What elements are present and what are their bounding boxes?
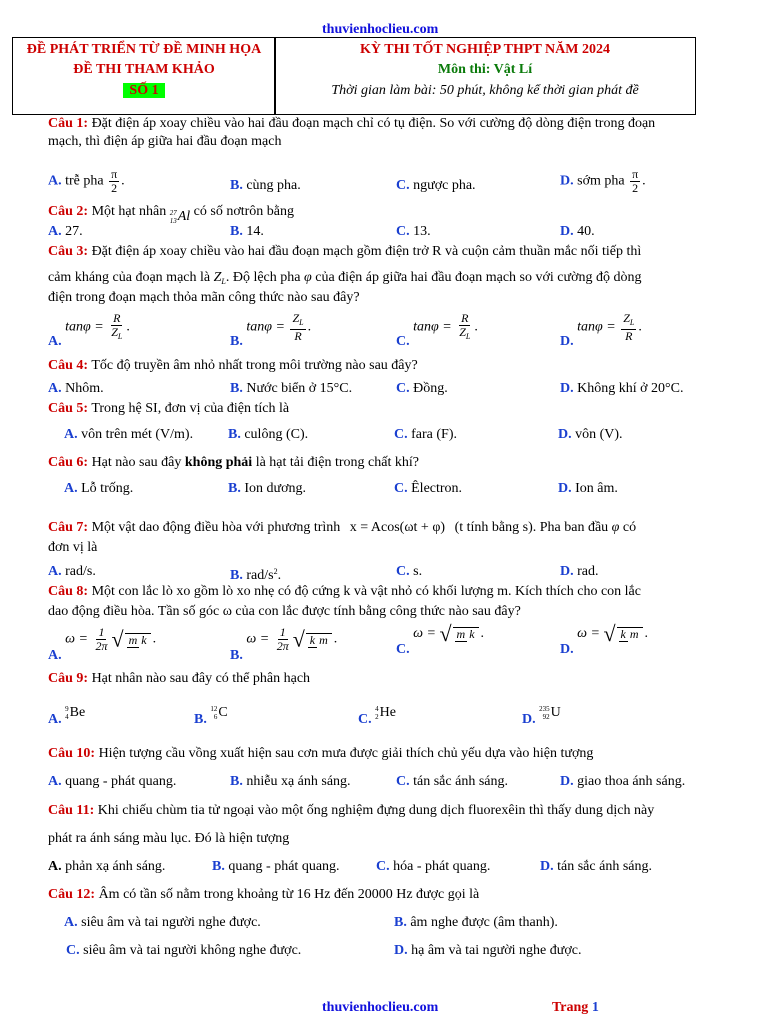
question-label: Câu 4: xyxy=(48,358,89,373)
option-letter: D. xyxy=(560,774,574,789)
option-d[interactable]: D. tanφ = $\frac{Z_L}{R}$ . xyxy=(560,311,642,349)
option-letter: C. xyxy=(396,333,410,349)
question-text: dao động điều hòa. Tần số góc ω của con lắc được tính bằng công thức nào sau đây? xyxy=(48,604,521,619)
option-letter: D. xyxy=(560,173,574,189)
option-a[interactable] xyxy=(48,224,83,240)
option-c[interactable]: C. tanφ = $\frac{R}{Z_L}$ . xyxy=(396,311,478,349)
option-letter: B. xyxy=(394,915,407,930)
option-letter: C. xyxy=(396,381,410,396)
zl-symbol: $Z_L$ xyxy=(213,270,226,286)
option-text: trễ pha xyxy=(65,173,104,189)
option-a[interactable] xyxy=(48,381,104,397)
option-b[interactable] xyxy=(228,481,306,497)
subject: Môn thi: Vật Lí xyxy=(437,62,533,77)
option-letter: C. xyxy=(396,224,410,239)
option-a[interactable] xyxy=(48,774,176,790)
option-a[interactable] xyxy=(48,859,165,875)
question-text: Một hạt nhân xyxy=(91,204,167,219)
phi-symbol: φ xyxy=(304,270,312,285)
option-a[interactable] xyxy=(64,915,261,931)
option-text: rad/s xyxy=(246,568,274,583)
option-text: rad xyxy=(577,564,596,579)
option-letter: A. xyxy=(48,564,62,579)
question-label: Câu 12: xyxy=(48,887,96,902)
option-d[interactable] xyxy=(558,427,623,443)
question-label: Câu 3: xyxy=(48,244,89,259)
question-text: Hiện tượng cầu vồng xuất hiện sau cơn mưa được giải thích chủ yếu dựa vào hiện tượng xyxy=(98,746,594,761)
option-d[interactable] xyxy=(558,481,618,497)
option-text: cùng pha. xyxy=(246,178,301,193)
option-c[interactable] xyxy=(396,381,448,397)
option-d[interactable] xyxy=(522,700,561,727)
option-letter: B. xyxy=(230,224,243,239)
option-text: vôn (V). xyxy=(575,427,623,442)
question-text: Đặt điện áp xoay chiều vào hai đầu đoạn mạch gồm điện trở R và cuộn cảm thuần mắc nối tiếp thì xyxy=(91,244,642,259)
option-letter: D. xyxy=(560,381,574,396)
question-2 xyxy=(48,204,294,225)
option-text: culông (C). xyxy=(244,427,309,442)
question-text: Hạt nhân nào sau đây có thể phân hạch xyxy=(91,671,311,686)
option-text: quang - phát quang. xyxy=(228,859,340,874)
option-b[interactable] xyxy=(230,774,351,790)
option-letter: A. xyxy=(48,859,62,874)
option-letter: A. xyxy=(64,481,78,496)
question-1 xyxy=(48,116,655,132)
option-a[interactable] xyxy=(48,700,86,727)
option-b[interactable] xyxy=(194,700,228,727)
option-b[interactable] xyxy=(212,859,340,875)
so-1-badge: SỐ 1 xyxy=(123,83,164,98)
option-a[interactable]: A. rad/s. xyxy=(48,564,96,579)
question-label: Câu 8: xyxy=(48,584,89,599)
question-text: Âm có tần số nằm trong khoảng từ 16 Hz đến 20000 Hz được gọi là xyxy=(98,887,480,902)
pi-over-2: $\frac{\pi}{2}$ xyxy=(111,167,118,195)
option-text: Ion âm. xyxy=(575,481,618,496)
option-text: tán sắc ánh sáng. xyxy=(557,859,652,874)
option-letter: A. xyxy=(48,647,62,663)
question-text: đơn vị là xyxy=(48,540,98,555)
option-a[interactable]: A. trễ pha $\frac{\pi}{2}$ . xyxy=(48,167,125,195)
option-letter: D. xyxy=(560,564,574,579)
page-number: Trang 1 xyxy=(552,1000,599,1015)
header-left-box xyxy=(12,37,276,115)
option-letter: A. xyxy=(48,173,62,189)
question-text: Khi chiếu chùm tia tử ngoại vào một ống nghiệm đựng dung dịch fluorexêin thì thấy dung dịch này xyxy=(97,803,655,818)
option-text: âm nghe được (âm thanh). xyxy=(410,915,558,930)
option-letter: C. xyxy=(358,712,372,727)
nucleus-be: 9 4 Be xyxy=(65,705,86,721)
option-b[interactable]: B. rad/$s^2$. xyxy=(230,567,282,583)
option-letter: B. xyxy=(228,427,241,442)
option-b[interactable] xyxy=(230,224,264,240)
option-letter: C. xyxy=(396,178,410,193)
option-a[interactable] xyxy=(64,481,133,497)
option-text: ngược pha. xyxy=(413,178,476,193)
option-c[interactable] xyxy=(394,427,457,443)
option-letter: B. xyxy=(230,381,243,396)
question-label: Câu 2: xyxy=(48,204,89,219)
question-3-line2: cảm kháng của đoạn mạch là $Z_L$. Độ lệch pha φ của điện áp giữa hai đầu đoạn mạch so với cường độ dòng xyxy=(48,270,642,286)
question-3 xyxy=(48,244,641,260)
option-letter: A. xyxy=(48,774,62,789)
question-7: Câu 7: Một vật dao động điều hòa với phương trình x = Acos(ωt + φ) (t tính bằng s). Pha ban đầu φ có xyxy=(48,520,637,535)
option-text: 40. xyxy=(577,224,595,239)
option-letter: D. xyxy=(558,427,572,442)
option-letter: B. xyxy=(230,774,243,789)
option-d[interactable] xyxy=(394,943,581,959)
header-left-line1: ĐỀ PHÁT TRIỂN TỪ ĐỀ MINH HỌA xyxy=(26,42,262,57)
option-letter: C. xyxy=(396,642,410,658)
option-b[interactable]: B. Nước biển ở 15°C. xyxy=(230,381,353,396)
option-text: 13. xyxy=(413,224,431,239)
option-d[interactable] xyxy=(560,774,685,790)
option-b[interactable] xyxy=(228,427,308,443)
option-c[interactable]: C. ω = √ m k . xyxy=(396,621,485,658)
header-right-box xyxy=(274,37,696,115)
option-letter: A. xyxy=(48,712,62,727)
option-letter: C. xyxy=(396,774,410,789)
pi-over-2: $\frac{\pi}{2}$ xyxy=(632,167,639,195)
option-letter: C. xyxy=(396,564,410,579)
question-label: Câu 7: xyxy=(48,520,89,535)
time-limit: Thời gian làm bài: 50 phút, không kể thời gian phát đề xyxy=(331,83,639,98)
option-letter: D. xyxy=(558,481,572,496)
option-a[interactable]: A. ω = $\frac{1}{2\pi}$ √ m k . xyxy=(48,625,157,663)
option-letter: A. xyxy=(48,333,62,349)
option-letter: B. xyxy=(228,481,241,496)
option-text: Nước biển ở xyxy=(246,381,317,396)
question-8 xyxy=(48,584,641,600)
option-b[interactable]: B. tanφ = $\frac{Z_L}{R}$ . xyxy=(230,311,312,349)
exam-title: KỲ THI TỐT NGHIỆP THPT NĂM 2024 xyxy=(360,42,610,57)
option-text: s xyxy=(413,564,419,579)
option-a[interactable]: A. tanφ = $\frac{R}{Z_L}$ . xyxy=(48,311,130,349)
option-text: 27. xyxy=(65,224,83,239)
option-text: 14. xyxy=(246,224,264,239)
option-text: Không khí ở xyxy=(577,381,648,396)
option-letter: D. xyxy=(560,642,574,658)
option-letter: D. xyxy=(522,712,536,727)
question-text: phát ra ánh sáng màu lục. Đó là hiện tượng xyxy=(48,831,290,846)
option-d[interactable]: D. ω = √ k m . xyxy=(560,621,649,658)
option-c[interactable]: C. s. xyxy=(396,564,423,579)
nucleus-al: 27 13 Al xyxy=(169,209,191,225)
question-text: có số nơtrôn bằng xyxy=(193,204,295,219)
option-letter: C. xyxy=(394,427,408,442)
option-letter: B. xyxy=(230,333,243,349)
emphasis: không phải xyxy=(184,455,253,470)
option-letter: D. xyxy=(394,943,408,958)
option-text: phản xạ ánh sáng. xyxy=(65,859,166,874)
option-c[interactable] xyxy=(396,774,508,790)
option-text: Êlectron. xyxy=(411,481,463,496)
question-text: Một con lắc lò xo gồm lò xo nhẹ có độ cứng k và vật nhỏ có khối lượng m. Kích thích cho con lắc xyxy=(91,584,641,599)
option-text: hạ âm và tai người nghe được. xyxy=(411,943,582,958)
option-c[interactable] xyxy=(66,943,301,959)
option-text: hóa - phát quang. xyxy=(393,859,491,874)
option-d[interactable]: D. Không khí ở 20°C. xyxy=(560,381,684,396)
option-letter: D. xyxy=(560,224,574,239)
option-text: sớm pha xyxy=(577,173,625,189)
option-d[interactable]: D. sớm pha $\frac{\pi}{2}$ . xyxy=(560,167,646,195)
option-letter: A. xyxy=(48,224,62,239)
option-text: Đồng. xyxy=(413,381,448,396)
option-letter: B. xyxy=(230,647,243,663)
option-letter: C. xyxy=(376,859,390,874)
equation: x = Acos(ωt + φ) xyxy=(349,520,446,535)
question-text: Tốc độ truyền âm nhỏ nhất trong môi trường nào sau đây? xyxy=(91,358,418,373)
option-letter: D. xyxy=(560,333,574,349)
option-letter: A. xyxy=(64,915,78,930)
nucleus-c: 12 6 C xyxy=(210,705,228,721)
option-text: siêu âm và tai người nghe được. xyxy=(81,915,261,930)
option-text: fara (F). xyxy=(411,427,457,442)
question-12 xyxy=(48,887,479,903)
question-label: Câu 10: xyxy=(48,746,96,761)
option-text: rad/s xyxy=(65,564,93,579)
option-c[interactable] xyxy=(396,224,431,240)
question-label: Câu 9: xyxy=(48,671,89,686)
option-c[interactable] xyxy=(394,481,462,497)
question-9 xyxy=(48,671,310,687)
option-d[interactable] xyxy=(560,224,595,240)
question-11 xyxy=(48,803,654,819)
option-letter: A. xyxy=(48,381,62,396)
option-letter: B. xyxy=(194,712,207,727)
question-text: Đặt điện áp xoay chiều vào hai đầu đoạn mạch chỉ có tụ điện. So với cường độ dòng điện trong đoạn xyxy=(91,116,656,131)
footer-site-name[interactable]: thuvienhoclieu.com xyxy=(322,1000,439,1015)
option-letter: C. xyxy=(66,943,80,958)
nucleus-he: 4 2 He xyxy=(375,705,396,721)
option-text: siêu âm và tai người không nghe được. xyxy=(83,943,302,958)
question-10 xyxy=(48,746,593,762)
nucleus-u: 235 92 U xyxy=(539,705,561,721)
option-text: Nhôm. xyxy=(65,381,104,396)
header-left-line2: ĐỀ THI THAM KHẢO xyxy=(73,62,215,77)
question-label: Câu 6: xyxy=(48,455,89,470)
option-letter: C. xyxy=(394,481,408,496)
option-text: tán sắc ánh sáng. xyxy=(413,774,508,789)
option-d[interactable] xyxy=(540,859,652,875)
option-text: quang - phát quang. xyxy=(65,774,177,789)
question-4 xyxy=(48,358,418,374)
option-letter: B. xyxy=(230,568,243,583)
phi-symbol: φ xyxy=(611,520,620,535)
option-b[interactable] xyxy=(230,178,301,194)
option-text: giao thoa ánh sáng. xyxy=(577,774,686,789)
option-c[interactable] xyxy=(376,859,490,875)
option-a[interactable] xyxy=(64,427,193,443)
question-label: Câu 1: xyxy=(48,116,89,131)
question-text: mạch, thì điện áp giữa hai đầu đoạn mạch xyxy=(48,134,282,149)
option-c[interactable] xyxy=(396,178,476,194)
option-b[interactable] xyxy=(394,915,558,931)
option-letter: D. xyxy=(540,859,554,874)
option-text: Lỗ trống. xyxy=(81,481,134,496)
option-text: Ion dương. xyxy=(244,481,306,496)
option-text: nhiễu xạ ánh sáng. xyxy=(246,774,351,789)
option-b[interactable]: B. ω = $\frac{1}{2\pi}$ √ k m . xyxy=(230,625,338,663)
question-6: Câu 6: Hạt nào sau đây không phải là hạt tải điện trong chất khí? xyxy=(48,455,419,470)
question-5 xyxy=(48,401,289,417)
question-label: Câu 5: xyxy=(48,401,89,416)
option-letter: B. xyxy=(212,859,225,874)
option-d[interactable]: D. rad. xyxy=(560,564,599,579)
question-text: điện trong đoạn mạch thỏa mãn công thức nào sau đây? xyxy=(48,290,360,305)
option-letter: A. xyxy=(64,427,78,442)
question-text: Trong hệ SI, đơn vị của điện tích là xyxy=(91,401,290,416)
site-name[interactable]: thuvienhoclieu.com xyxy=(322,22,439,37)
option-c[interactable] xyxy=(358,700,396,727)
option-text: vôn trên mét (V/m). xyxy=(81,427,194,442)
question-label: Câu 11: xyxy=(48,803,95,818)
option-letter: B. xyxy=(230,178,243,193)
